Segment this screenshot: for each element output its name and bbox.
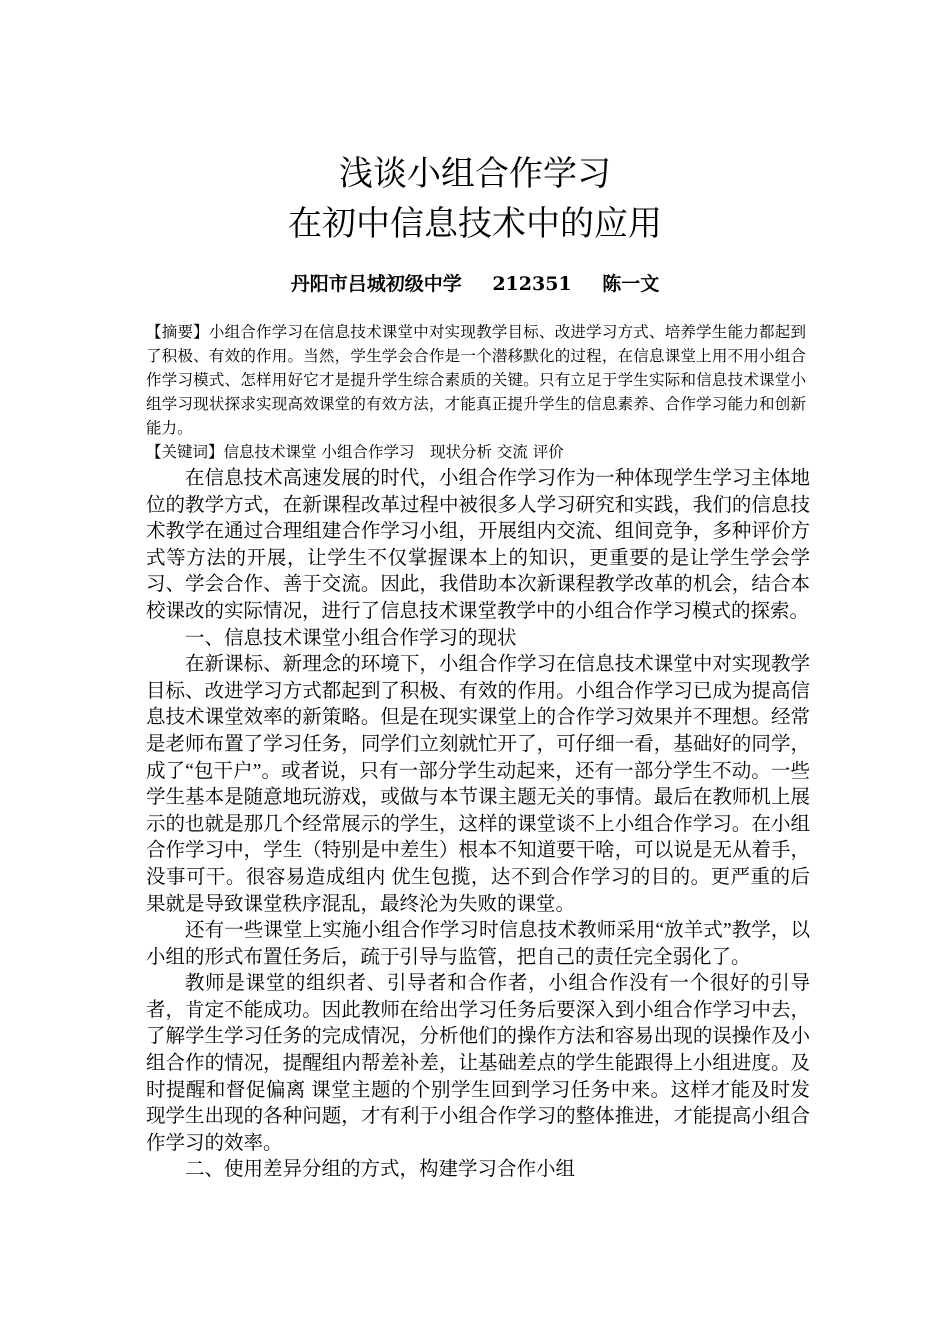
paragraph: 教师是课堂的组织者、引导者和合作者，小组合作没有一个很好的引导者，肯定不能成功。因此教师在给出学习任务后要深入到小组合作学习中去，了解学生学习任务的完成情况，分析他们的操作方法和容易出现的误操作及小组合作的情况，提醒组内帮差补差，让基础差点的学生能跟得上小组进度。及时提醒和督促偏离 课堂主题的个别学生回到学习任务中来。这样才能及时发现学生出现的各种问题，才有利于小组合作学习的整体推进，才能提高小组合作学习的效率。 [146,973,810,1154]
paragraph: 还有一些课堂上实施小组合作学习时信息技术教师采用“放羊式”教学，以小组的形式布置任务后，疏于引导与监管，把自己的责任完全弱化了。 [146,920,810,968]
keywords [146,440,806,464]
abstract-text: 小组合作学习在信息技术课堂中对实现教学目标、改进学习方式、培养学生能力都起到了积极、有效的作用。当然，学生学会合作是一个潜移默化的过程，在信息课堂上用不用小组合作学习模式、怎样用好它才是提升学生综合素质的关键。只有立足于学生实际和信息技术课堂小组学习现状探求实现高效课堂的有效方法，才能真正提升学生的信息素养、合作学习能力和创新能力。 [146,323,806,437]
title-line-2: 在初中信息技术中的应用 [288,204,662,244]
title-line-1: 浅谈小组合作学习 [339,154,611,194]
author-line [0,270,950,298]
keywords-text: 信息技术课堂 小组合作学习 现状分析 交流 评价 [223,443,564,461]
abstract-label: 【摘要】 [146,323,209,341]
paragraph: 在信息技术高速发展的时代，小组合作学习作为一种体现学生学习主体地位的教学方式，在新课程改革过程中被很多人学习研究和实践，我们的信息技术教学在通过合理组建合作学习小组，开展组内交流、组间竞争，多种评价方式等方法的开展，让学生不仅掌握课本上的知识，更重要的是让学生学会学习、学会合作、善于交流。因此，我借助本次新课程教学改革的机会，结合本校课改的实际情况，进行了信息技术课堂教学中的小组合作学习模式的探索。 [146,468,810,622]
paragraph: 在新课标、新理念的环境下，小组合作学习在信息技术课堂中对实现教学目标、改进学习方式都起到了积极、有效的作用。小组合作学习已成为提高信息技术课堂效率的新策略。但是在现实课堂上的合作学习效果并不理想。经常是老师布置了学习任务，同学们立刻就忙开了，可仔细一看，基础好的同学，成了“包干户”。或者说，只有一部分学生动起来，还有一部分学生不动。一些学生基本是随意地玩游戏，或做与本节课主题无关的事情。最后在教师机上展示的也就是那几个经常展示的学生，这样的课堂谈不上小组合作学习。在小组合作学习中，学生（特别是中差生）根本不知道要干啥，可以说是无从着手，没事可干。很容易造成组内 优生包揽，达不到合作学习的目的。更严重的后果就是导致课堂秩序混乱，最终沦为失败的课堂。 [146,654,810,915]
author-zip: 212351 [492,273,572,295]
author-school: 丹阳市吕城初级中学 [290,273,462,295]
keywords-label: 【关键词】 [146,443,224,461]
abstract [146,320,806,440]
author-name: 陈一文 [602,273,660,295]
body-text [146,466,810,1184]
section-heading-1: 一、信息技术课堂小组合作学习的现状 [185,627,517,649]
section-heading-2: 二、使用差异分组的方式，构建学习合作小组 [185,1159,576,1181]
